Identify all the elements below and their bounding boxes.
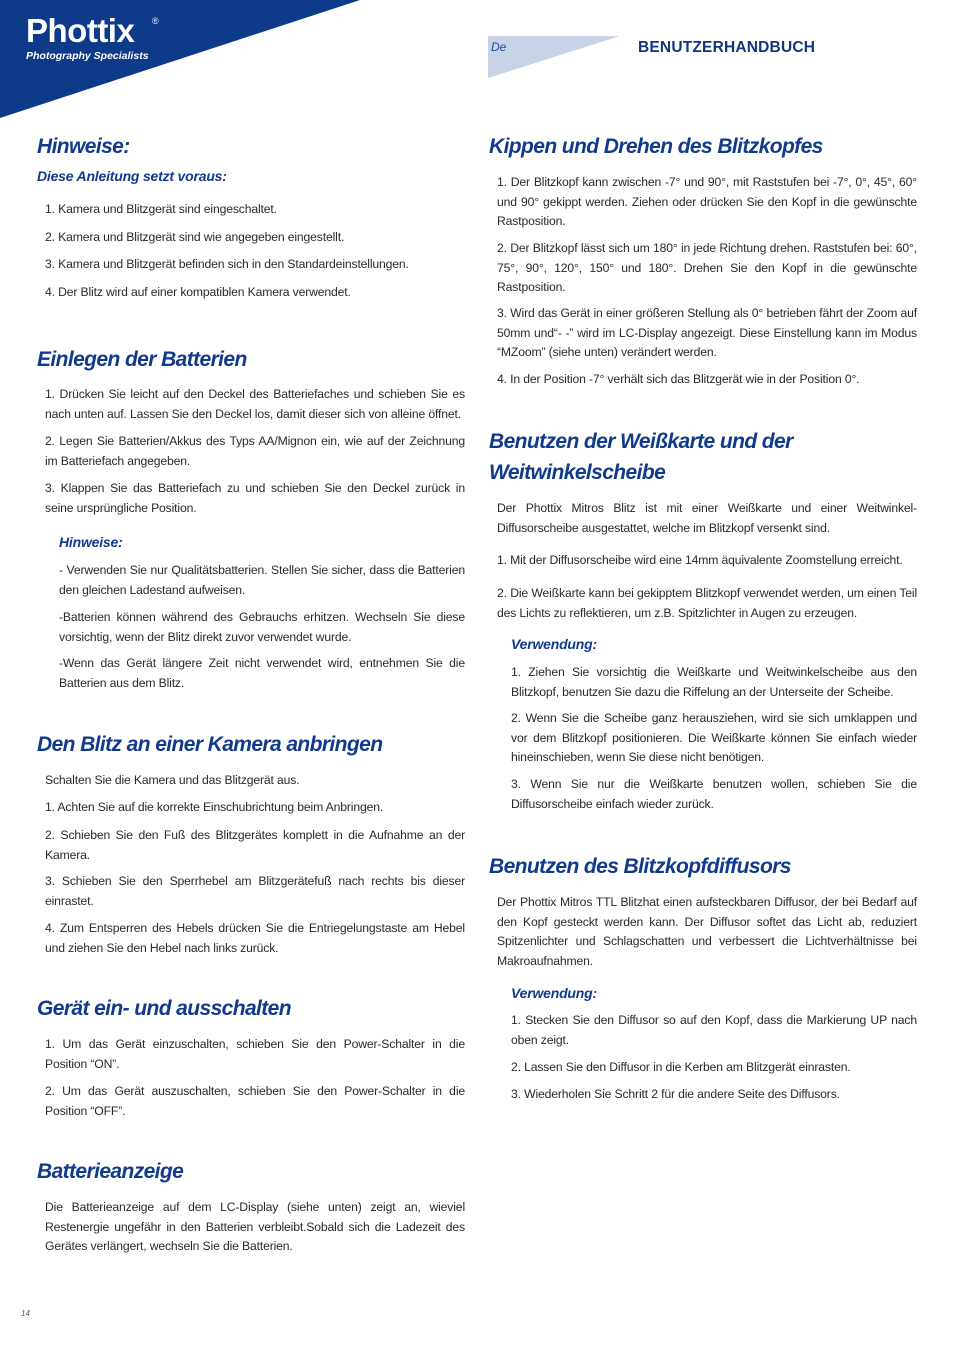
heading-bounce-line1: Benutzen der Weißkarte und der — [489, 430, 793, 453]
tilt-item-4: 4. In der Position -7° verhält sich das Blitzgerät wie in der Position 0°. — [497, 372, 860, 386]
bounce-usage-3: 3. Wenn Sie nur die Weißkarte benutzen wollen, schieben Sie die Diffusorscheibe einfach wieder zurück. — [511, 777, 917, 811]
heading-notes: Hinweise: — [37, 135, 130, 158]
bounce-item-2: 2. Die Weißkarte kann bei gekipptem Blitzkopf verwendet werden, um einen Teil des Lichts zu reflektieren, um z.B. Spitzlichter in Augen zu erzeugen. — [497, 586, 917, 620]
manual-title: BENUTZERHANDBUCH — [638, 39, 816, 56]
batteries-item-2: 2. Legen Sie Batterien/Akkus des Typs AA/Mignon ein, wie auf der Zeichnung im Batteriefach angegeben. — [45, 434, 465, 468]
battery-note-2: -Batterien können während des Gebrauchs erhitzen. Wechseln Sie diese vorsichtig, wenn der Blitz direkt zuvor verwendet wurde. — [59, 610, 465, 644]
bounce-item-1: 1. Mit der Diffusorscheibe wird eine 14mm äquivalente Zoomstellung erreicht. — [497, 553, 903, 567]
diffusor-usage-3: 3. Wiederholen Sie Schritt 2 für die andere Seite des Diffusors. — [511, 1087, 840, 1101]
tilt-item-2: 2. Der Blitzkopf lässt sich um 180° in jede Richtung drehen. Raststufen bei: 60°, 75°, 90°, 120°, 150° und 180°. Drehen Sie den Kopf in die gewünschte Rastposition. — [497, 241, 917, 294]
language-strip — [488, 36, 620, 78]
heading-mount: Den Blitz an einer Kamera anbringen — [37, 733, 383, 756]
batteries-item-3: 3. Klappen Sie das Batteriefach zu und schieben Sie den Deckel zurück in seine ursprüngliche Position. — [45, 481, 465, 515]
bounce-usage-2: 2. Wenn Sie die Scheibe ganz herausziehen, wird sie sich umklappen und vor dem Blitzkopf positionieren. Die Weißkarte können Sie einfach wieder hineinschieben, wenn Sie diese nicht benötigen. — [511, 711, 917, 764]
language-label: De — [491, 40, 507, 54]
notes-item-2: 2. Kamera und Blitzgerät sind wie angegeben eingestellt. — [45, 230, 345, 244]
battery-indicator-text: Die Batterieanzeige auf dem LC-Display (siehe unten) zeigt an, wieviel Restenergie ungefähr in den Batterien verbleibt.Sobald sich die Ladezeit des Gerätes verlängert, wechseln Sie die Batterien. — [45, 1200, 465, 1253]
battery-note-3: -Wenn das Gerät längere Zeit nicht verwendet wird, entnehmen Sie die Batterien aus dem Blitz. — [59, 656, 465, 690]
subheading-bounce-usage: Verwendung: — [511, 636, 597, 652]
mount-item-2: 2. Schieben Sie den Fuß des Blitzgerätes komplett in die Aufnahme an der Kamera. — [45, 828, 465, 862]
heading-tilt: Kippen und Drehen des Blitzkopfes — [489, 135, 823, 158]
bounce-usage-1: 1. Ziehen Sie vorsichtig die Weißkarte und Weitwinkelscheibe aus den Blitzkopf, benutzen Sie dazu die Riffelung an der Unterseite der Scheibe. — [511, 665, 917, 699]
notes-item-3: 3. Kamera und Blitzgerät befinden sich in den Standardeinstellungen. — [45, 257, 409, 271]
heading-power: Gerät ein- und ausschalten — [37, 997, 291, 1020]
tilt-item-3: 3. Wird das Gerät in einer größeren Stellung als 0° betrieben fährt der Zoom auf 50mm und“- -” wird im LC-Display angezeigt. Diese Einstellung kann im Modus “MZoom” (siehe unten) verändert werden. — [497, 306, 917, 359]
battery-note-1: - Verwenden Sie nur Qualitätsbatterien. Stellen Sie sicher, dass die Batterien den gleichen Ladestand aufweisen. — [59, 563, 465, 597]
diffusor-usage-1: 1. Stecken Sie den Diffusor so auf den Kopf, dass die Markierung UP nach oben zeigt. — [511, 1013, 917, 1047]
tilt-item-1: 1. Der Blitzkopf kann zwischen -7° und 90°, mit Raststufen bei -7°, 0°, 45°, 60° und 90° gekippt werden. Ziehen oder drücken Sie den Kopf in die gewünschte Rastposition. — [497, 175, 917, 228]
batteries-item-1: 1. Drücken Sie leicht auf den Deckel des Batteriefaches und schieben Sie es nach unten auf. Lassen Sie den Deckel los, damit dieser sich von alleine öffnet. — [45, 387, 465, 421]
brand-tagline: Photography Specialists — [26, 50, 149, 62]
registered-mark: ® — [152, 16, 159, 26]
diffusor-intro: Der Phottix Mitros TTL Blitzhat einen aufsteckbaren Diffusor, der bei Bedarf auf den Kopf gesteckt werden kann. Der Diffusor softet das Licht ab, reduziert Spitzenlichter und Schlagschatten und verbessert die Lichtverhältnisse bei Makroaufnahmen. — [497, 895, 917, 968]
bounce-intro: Der Phottix Mitros Blitz ist mit einer Weißkarte und einer Weitwinkel-Diffusorscheibe ausgestattet, welche im Blitzkopf versenkt sind. — [497, 501, 917, 535]
heading-diffusor: Benutzen des Blitzkopfdiffusors — [489, 855, 791, 878]
mount-item-0: Schalten Sie die Kamera und das Blitzgerät aus. — [45, 773, 300, 787]
brand-logo: Phottix — [26, 12, 135, 49]
power-item-1: 1. Um das Gerät einzuschalten, schieben Sie den Power-Schalter in die Position “ON”. — [45, 1037, 465, 1071]
subheading-battery-notes: Hinweise: — [59, 534, 123, 550]
notes-item-4: 4. Der Blitz wird auf einer kompatiblen Kamera verwendet. — [45, 285, 351, 299]
diffusor-usage-2: 2. Lassen Sie den Diffusor in die Kerben am Blitzgerät einrasten. — [511, 1060, 851, 1074]
power-item-2: 2. Um das Gerät auszuschalten, schieben Sie den Power-Schalter in die Position “OFF”. — [45, 1084, 465, 1118]
notes-item-1: 1. Kamera und Blitzgerät sind eingeschaltet. — [45, 202, 277, 216]
subheading-prerequisites: Diese Anleitung setzt voraus: — [37, 168, 227, 184]
heading-batteries: Einlegen der Batterien — [37, 348, 247, 371]
heading-battery-indicator: Batterieanzeige — [37, 1160, 184, 1183]
subheading-diffusor-usage: Verwendung: — [511, 985, 597, 1001]
mount-item-4: 4. Zum Entsperren des Hebels drücken Sie die Entriegelungstaste am Hebel und ziehen Sie den Hebel nach links zurück. — [45, 921, 465, 955]
mount-item-1: 1. Achten Sie auf die korrekte Einschubrichtung beim Anbringen. — [45, 800, 384, 814]
page-number: 14 — [21, 1309, 30, 1318]
mount-item-3: 3. Schieben Sie den Sperrhebel am Blitzgerätefuß nach rechts bis dieser einrastet. — [45, 874, 465, 908]
heading-bounce-line2: Weitwinkelscheibe — [489, 461, 666, 484]
